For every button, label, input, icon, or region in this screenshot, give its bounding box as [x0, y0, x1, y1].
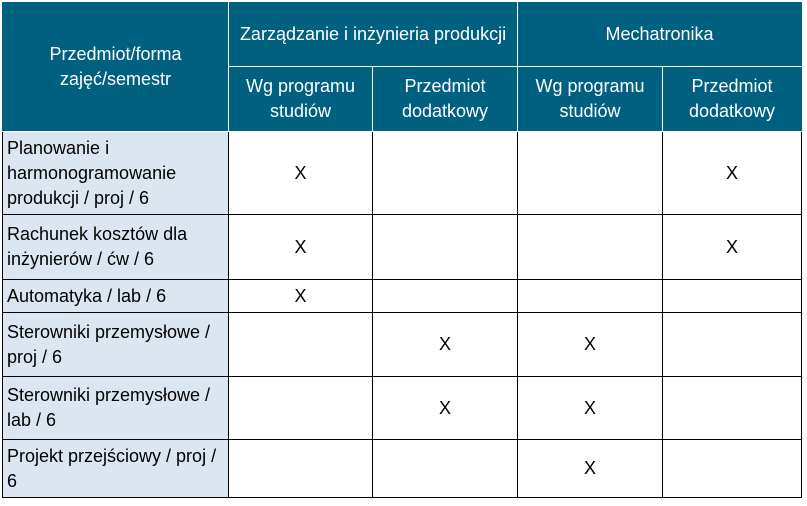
cell-mark: X [373, 377, 518, 440]
cell-mark: X [373, 313, 518, 377]
cell-mark [373, 132, 518, 215]
table-row [3, 132, 802, 215]
cell-mark [373, 440, 518, 498]
header-sub-przedmiot-dodatkowy-2: Przedmiot dodatkowy [663, 67, 802, 132]
row-label: Rachunek kosztów dla inżynierów / ćw / 6 [3, 215, 229, 280]
cell-mark [373, 215, 518, 280]
cell-mark: X [518, 313, 663, 377]
cell-mark [229, 377, 373, 440]
cell-mark: X [518, 377, 663, 440]
cell-mark [518, 280, 663, 313]
table-row [3, 377, 802, 440]
cell-mark [663, 440, 802, 498]
header-program-zarzadzanie: Zarządzanie i inżynieria produkcji [229, 3, 518, 67]
row-label: Automatyka / lab / 6 [3, 280, 229, 313]
cell-mark [663, 280, 802, 313]
table-row [3, 215, 802, 280]
cell-mark [663, 377, 802, 440]
row-label: Projekt przejściowy / proj / 6 [3, 440, 229, 498]
cell-mark: X [229, 215, 373, 280]
header-sub-wg-programu-2: Wg programu studiów [518, 67, 663, 132]
cell-mark [229, 313, 373, 377]
cell-mark [373, 280, 518, 313]
cell-mark [663, 313, 802, 377]
row-label: Sterowniki przemysłowe / proj / 6 [3, 313, 229, 377]
header-sub-przedmiot-dodatkowy-1: Przedmiot dodatkowy [373, 67, 518, 132]
table-row [3, 313, 802, 377]
cell-mark [229, 440, 373, 498]
table-row [3, 440, 802, 498]
header-sub-wg-programu-1: Wg programu studiów [229, 67, 373, 132]
cell-mark: X [229, 132, 373, 215]
cell-mark [518, 215, 663, 280]
cell-mark: X [518, 440, 663, 498]
cell-mark: X [229, 280, 373, 313]
header-program-mechatronika: Mechatronika [518, 3, 802, 67]
header-corner: Przedmiot/forma zajęć/semestr [3, 3, 229, 132]
cell-mark [518, 132, 663, 215]
row-label: Sterowniki przemysłowe / lab / 6 [3, 377, 229, 440]
cell-mark: X [663, 215, 802, 280]
cell-mark: X [663, 132, 802, 215]
subject-table [2, 2, 802, 498]
table-row [3, 280, 802, 313]
row-label: Planowanie i harmonogramowanie produkcji / proj / 6 [3, 132, 229, 215]
